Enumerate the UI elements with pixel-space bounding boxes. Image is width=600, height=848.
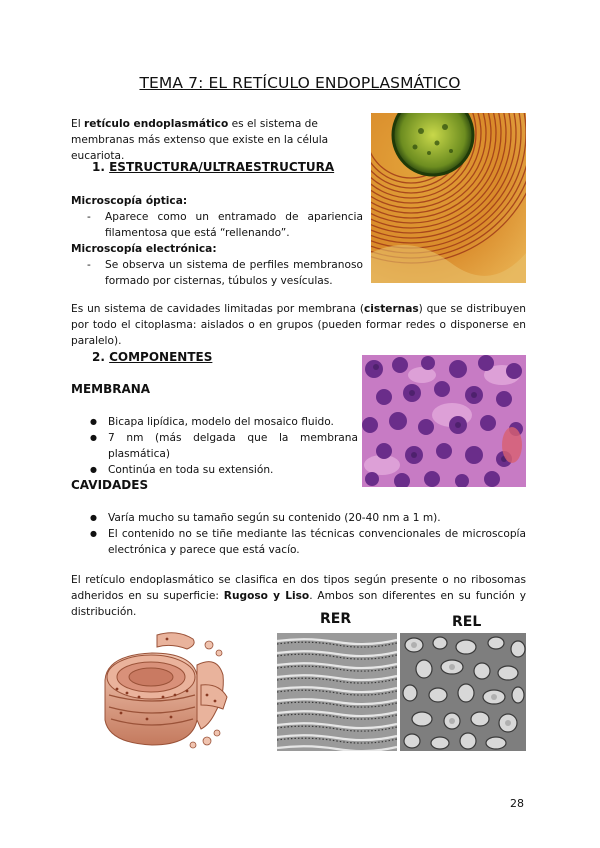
page-title: TEMA 7: EL RETÍCULO ENDOPLASMÁTICO — [139, 74, 461, 92]
electronica-heading: Microscopía electrónica: — [71, 243, 217, 255]
cavidades-list — [88, 510, 526, 558]
optica-heading: Microscopía óptica: — [71, 195, 188, 207]
section1-title: ESTRUCTURA/ULTRAESTRUCTURA — [109, 160, 335, 174]
rel-label: REL — [452, 614, 482, 630]
histology-image — [362, 355, 526, 487]
rel-micrograph-image — [400, 633, 526, 751]
list-item: - Aparece como un entramado de apariencia filamentosa que está “rellenando”. — [85, 209, 363, 241]
cavidades-heading: CAVIDADES — [71, 478, 149, 492]
list-item: ● Varía mucho su tamaño según su contenido (20-40 nm a 1 m). — [88, 510, 526, 526]
list-item: ● Bicapa lipídica, modelo del mosaico fluido. — [88, 414, 358, 430]
para3-pre: El retículo endoplasmático se clasifica en dos tipos según presente o no ribosomas adheridos en su superficie: — [71, 574, 526, 602]
rer-micrograph-image — [277, 633, 397, 751]
section1-heading — [92, 160, 334, 174]
cavities-paragraph — [71, 301, 526, 349]
intro-paragraph — [71, 116, 363, 164]
membrana-heading: MEMBRANA — [71, 382, 151, 396]
list-item: ● El contenido no se tiñe mediante las técnicas convencionales de microscopía electrónica y parece que está vacío. — [88, 526, 526, 558]
list-item: - Se observa un sistema de perfiles membranoso formado por cisternas, túbulos y vesículas. — [85, 257, 363, 289]
para2-pre: Es un sistema de cavidades limitadas por membrana ( — [71, 303, 364, 315]
er-micrograph-image — [371, 113, 526, 283]
intro-post: es el sistema de membranas más extenso que existe en la célula eucariota. — [71, 118, 329, 162]
para2-bold: cisternas — [363, 303, 419, 315]
optica-block — [71, 193, 363, 289]
section2-heading — [92, 350, 212, 364]
intro-bold: retículo endoplasmático — [84, 118, 229, 130]
electronica-list — [85, 257, 363, 289]
types-paragraph — [71, 572, 526, 620]
section1-number: 1. — [92, 160, 105, 174]
para2-post: ) que se distribuyen por todo el citoplasma: aislados o en grupos (pueden formar redes o disponerse en paralelo). — [71, 303, 526, 347]
section2-number: 2. — [92, 350, 105, 364]
rer-label: RER — [320, 611, 352, 627]
optica-list — [85, 209, 363, 241]
list-item: ● Continúa en toda su extensión. — [88, 462, 358, 478]
intro-pre: El — [71, 118, 85, 130]
er-3d-illustration — [97, 625, 232, 755]
para3-post: . Ambos son diferentes en su función y distribución. — [71, 590, 526, 618]
page-number: 28 — [510, 797, 524, 810]
section2-title: COMPONENTES — [109, 350, 213, 364]
para3-bold: Rugoso y Liso — [223, 590, 310, 602]
list-item: ● 7 nm (más delgada que la membrana plasmática) — [88, 430, 358, 462]
membrana-list — [88, 414, 358, 478]
